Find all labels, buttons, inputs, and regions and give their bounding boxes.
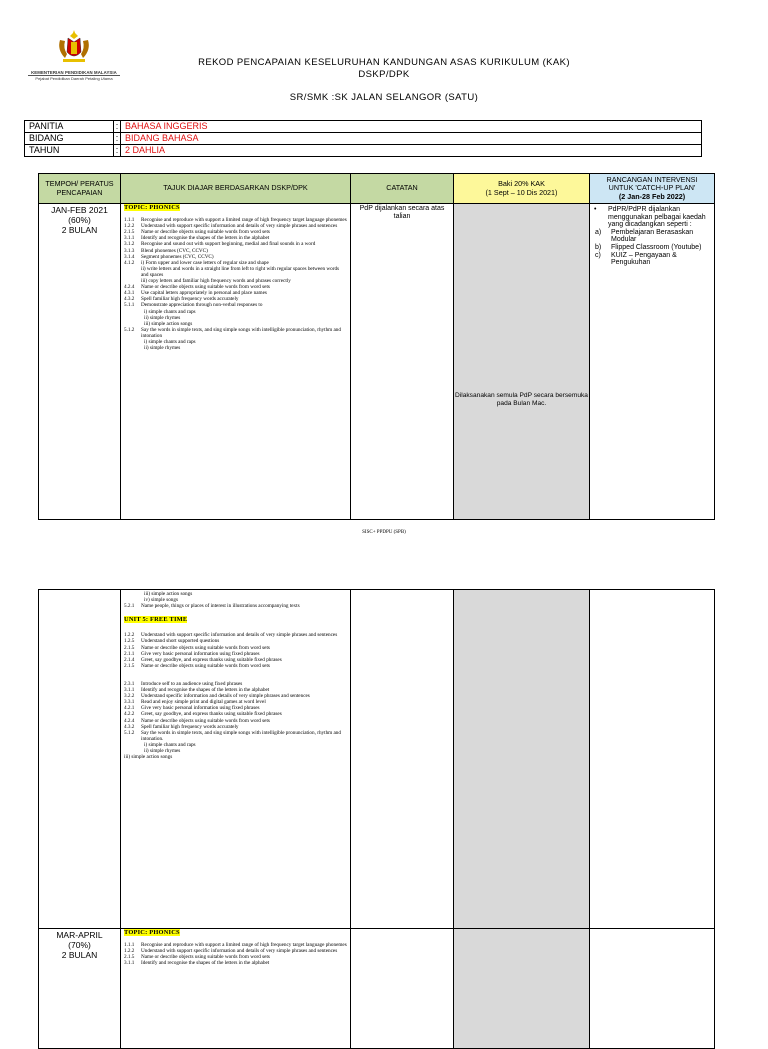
info-row-tahun (25, 145, 702, 157)
standards-list (124, 681, 347, 754)
catatan-cell: PdP dijalankan secara atas talian (351, 204, 454, 520)
standards-list (124, 591, 347, 609)
standard-code: 1.1.1 (124, 942, 135, 949)
standard-code: 4.3.1 (124, 290, 135, 297)
info-value: BAHASA INGGERIS (121, 121, 702, 133)
tempoh-duration: 2 BULAN (61, 225, 98, 235)
standard-code: 4.3.2 (124, 296, 135, 303)
standard-code: 3.1.4 (124, 253, 135, 260)
standard-text: Name or describe objects using suitable words from word sets (141, 717, 270, 724)
standard-code: 4.1.2 (124, 259, 135, 266)
logo-ministry-name: KEMENTERIAN PENDIDIKAN MALAYSIA (31, 70, 117, 75)
tempoh-period: MAR-APRIL (56, 930, 103, 940)
baki-cell (454, 929, 590, 1049)
standard-text: ii) write letters and words in a straight line from left to right with regular spaces between words and spaces (141, 265, 340, 278)
standard-code: 1.1.1 (124, 217, 135, 224)
standard-text: iii) simple action songs (144, 591, 193, 597)
info-label: TAHUN (25, 145, 114, 157)
tempoh-cell (39, 204, 121, 520)
page-footer: SISC+ PPDPU (SPB) (362, 530, 406, 535)
col-header-tempoh: TEMPOH/ PERATUS PENCAPAIAN (39, 174, 121, 204)
info-colon: : (114, 121, 121, 133)
standard-text: Understand with support specific information and details of very simple phrases and sentences (141, 632, 338, 639)
standard-text: Name or describe objects using suitable words from word sets (141, 284, 270, 291)
catatan-cell (351, 929, 454, 1049)
standard-text: Recognise and reproduce with support a limited range of high frequency target language phonemes (141, 217, 347, 224)
standard-text: Understand specific information and details of very simple phrases and sentences (141, 693, 310, 700)
standard-item (124, 663, 347, 669)
standard-text: Understand with support specific information and details of very simple phrases and sentences (141, 223, 338, 230)
standard-line: iii) simple action songs (124, 754, 173, 761)
standard-text: Understand short supported questions (141, 638, 220, 645)
standard-text: Identify and recognise the shapes of the letters in the alphabet (141, 687, 270, 694)
rancangan-item (593, 252, 711, 267)
standard-text: Greet, say goodbye, and express thanks using suitable fixed phrases (141, 656, 282, 663)
info-label: BIDANG (25, 133, 114, 145)
standard-code: 5.2.1 (124, 603, 135, 610)
rancangan-item (593, 229, 711, 244)
standard-text: Name or describe objects using suitable words from word sets (141, 954, 270, 961)
rancangan-marker: b) (595, 243, 602, 251)
info-label: PANITIA (25, 121, 114, 133)
standard-item (124, 345, 347, 351)
standard-text: Blend phonemes (CVC, CCVC) (141, 247, 208, 254)
standard-text: Say the words in simple texts, and sing simple songs with intelligible pronunciation, rhythm and intonation. (141, 729, 341, 742)
standard-code: 2.1.4 (124, 656, 135, 663)
standard-text: Spell familiar high frequency words accurately (141, 723, 239, 730)
standard-code: 4.2.4 (124, 284, 135, 291)
info-row-panitia (25, 121, 702, 133)
bullet-icon: • (594, 206, 597, 213)
standard-text: ii) simple rhymes (144, 747, 181, 754)
standard-text: Greet, say goodbye, and express thanks using suitable fixed phrases (141, 711, 282, 718)
info-value: BIDANG BAHASA (121, 133, 702, 145)
standard-item (124, 960, 347, 966)
standard-code: 4.3.2 (124, 723, 135, 730)
standard-code: 4.2.4 (124, 717, 135, 724)
standard-text: Give very basic personal information using fixed phrases (141, 650, 260, 657)
standards-list (124, 942, 347, 966)
standard-text: Spell familiar high frequency words accurately (141, 296, 239, 303)
rancangan-text: Pembelajaran Berasaskan Modular (611, 228, 694, 244)
standard-code: 3.3.1 (124, 699, 135, 706)
standard-text: Recognise and reproduce with support a limited range of high frequency target language phonemes (141, 942, 347, 949)
rancangan-marker: c) (595, 251, 601, 259)
standard-code: 2.1.5 (124, 954, 135, 961)
tempoh-percent: (60%) (68, 215, 91, 225)
kak-table (38, 173, 715, 520)
standard-text: i) simple chants and raps (144, 308, 196, 315)
standard-text: Demonstrate appreciation through non-verbal responses to (141, 302, 263, 309)
baki-cell (454, 590, 590, 929)
rancangan-intro: PdPR/PdPR dijalankan menggunakan pelbagai kaedah yang dicadangkan seperti : (608, 206, 706, 229)
standard-text: Read and enjoy simple print and digital games at word level (141, 699, 266, 706)
school-name: SR/SMK :SK JALAN SELANGOR (SATU) (289, 92, 479, 103)
rancangan-cell (590, 590, 715, 929)
tajuk-cell (121, 204, 351, 520)
standard-code: 3.1.1 (124, 235, 135, 242)
rancangan-intro-item (593, 206, 711, 229)
info-table (24, 120, 702, 157)
document-title: REKOD PENCAPAIAN KESELURUHAN KANDUNGAN ASAS KURIKULUM (KAK) (198, 57, 570, 68)
info-value: 2 DAHLIA (121, 145, 702, 157)
standard-text: iii) simple action songs (144, 320, 193, 327)
baki-line1: Baki 20% KAK (498, 179, 545, 188)
standard-item (124, 603, 347, 609)
standard-text: Segment phonemes (CVC, CCVC) (141, 253, 214, 260)
tempoh-cell (39, 590, 121, 929)
standard-code: 5.1.2 (124, 326, 135, 333)
rancangan-cell (590, 929, 715, 1049)
col-header-catatan: CATATAN (351, 174, 454, 204)
info-colon: : (114, 133, 121, 145)
standard-code: 5.1.2 (124, 729, 135, 736)
standards-list (124, 632, 347, 669)
standard-text: Introduce self to an audience using fixed phrases (141, 680, 243, 687)
standard-code: 3.2.2 (124, 693, 135, 700)
standard-text: iv) simple songs (144, 597, 179, 604)
standard-code: 3.1.1 (124, 687, 135, 694)
standard-text: i) simple chants and raps (144, 338, 196, 345)
standard-text: Name or describe objects using suitable words from word sets (141, 229, 270, 236)
rancangan-list (593, 229, 711, 267)
standard-code: 3.1.3 (124, 247, 135, 254)
standard-item (124, 266, 347, 278)
standard-code: 4.2.1 (124, 705, 135, 712)
rancangan-cell (590, 204, 715, 520)
table-row (39, 590, 715, 929)
document-subtitle: DSKP/DPK (358, 69, 410, 80)
standard-text: Recognise and sound out with support beginning, medial and final sounds in a word (141, 241, 316, 248)
standard-text: Use capital letters appropriately in personal and place names (141, 290, 267, 297)
col-header-rancangan (590, 174, 715, 204)
standard-code: 1.2.2 (124, 948, 135, 955)
info-row-bidang (25, 133, 702, 145)
tempoh-cell (39, 929, 121, 1049)
standard-text: Give very basic personal information using fixed phrases (141, 705, 260, 712)
standard-item (124, 730, 347, 742)
standard-code: 5.1.1 (124, 302, 135, 309)
standard-text: i) simple chants and raps (144, 741, 196, 748)
standard-text: ii) simple rhymes (144, 314, 181, 321)
rancangan-line2: UNTUK 'CATCH-UP PLAN' (608, 183, 696, 193)
tempoh-duration: 2 BULAN (61, 950, 98, 960)
catatan-cell (351, 590, 454, 929)
standard-code: 1.2.5 (124, 638, 135, 645)
baki-cell (454, 204, 590, 520)
standard-code: 4.2.2 (124, 711, 135, 718)
standard-text: ii) simple rhymes (144, 345, 181, 352)
standard-text: i) Form upper and lower case letters of regular size and shape (141, 259, 269, 266)
rancangan-text: KUIZ – Pengayaan & Pengukuhan (611, 251, 677, 267)
table-row (39, 204, 715, 520)
col-header-tajuk: TAJUK DIAJAR BERDASARKAN DSKP/DPK (121, 174, 351, 204)
standard-code (124, 266, 141, 278)
tajuk-cell (121, 929, 351, 1049)
standard-text: iii) copy letters and familiar high frequency words and phrases correctly (141, 278, 291, 285)
standard-code: 2.1.5 (124, 229, 135, 236)
rancangan-line3: (2 Jan-28 Feb 2022) (618, 191, 686, 201)
standard-text: Name or describe objects using suitable words from word sets (141, 644, 270, 651)
rancangan-item (593, 244, 711, 252)
standard-code: 2.3.1 (124, 680, 135, 687)
standard-code: 1.2.2 (124, 632, 135, 639)
crest-icon (54, 30, 94, 66)
standard-text: Identify and recognise the shapes of the letters in the alphabet (141, 235, 270, 242)
baki-line2: (1 Sept – 10 Dis 2021) (485, 187, 558, 197)
tajuk-cell (121, 590, 351, 929)
tempoh-period: JAN-FEB 2021 (51, 205, 108, 215)
info-colon: : (114, 145, 121, 157)
tempoh-percent: (70%) (68, 940, 91, 950)
standard-code: 3.1.2 (124, 241, 135, 248)
topic-heading: TOPIC: PHONICS (124, 929, 180, 936)
kak-table-continued (38, 589, 715, 1049)
standard-code: 2.1.5 (124, 644, 135, 651)
standard-text: Identify and recognise the shapes of the letters in the alphabet (141, 960, 270, 967)
standard-code: 3.1.1 (124, 960, 135, 967)
standard-code: 2.1.5 (124, 662, 135, 669)
unit-heading: UNIT 5: FREE TIME (124, 616, 188, 624)
rancangan-marker: a) (595, 228, 602, 236)
standard-code: 2.1.1 (124, 650, 135, 657)
standard-text: Name people, things or places of interest in illustrations accompanying texts (141, 603, 300, 610)
standard-text: Say the words in simple texts, and sing simple songs with intelligible pronunciation, rhythm and intonation (141, 326, 341, 339)
standards-list (124, 217, 347, 351)
standard-text: Name or describe objects using suitable words from word sets (141, 662, 270, 669)
topic-heading: TOPIC: PHONICS (124, 204, 180, 211)
table-row (39, 929, 715, 1049)
logo-office-name: Pejabat Pendidikan Daerah Petaling Utama (35, 76, 113, 81)
standard-text: Understand with support specific information and details of very simple phrases and sentences (141, 948, 338, 955)
table-header-row (39, 174, 715, 204)
standard-item (124, 327, 347, 339)
baki-note: Dilaksanakan semula PdP secara bersemuka pada Bulan Mac. (455, 391, 588, 407)
rancangan-text: Flipped Classroom (Youtube) (611, 243, 702, 251)
col-header-baki (454, 174, 590, 204)
standard-code: 1.2.2 (124, 223, 135, 230)
rancangan-line1: RANCANGAN INTERVENSI (606, 174, 698, 184)
